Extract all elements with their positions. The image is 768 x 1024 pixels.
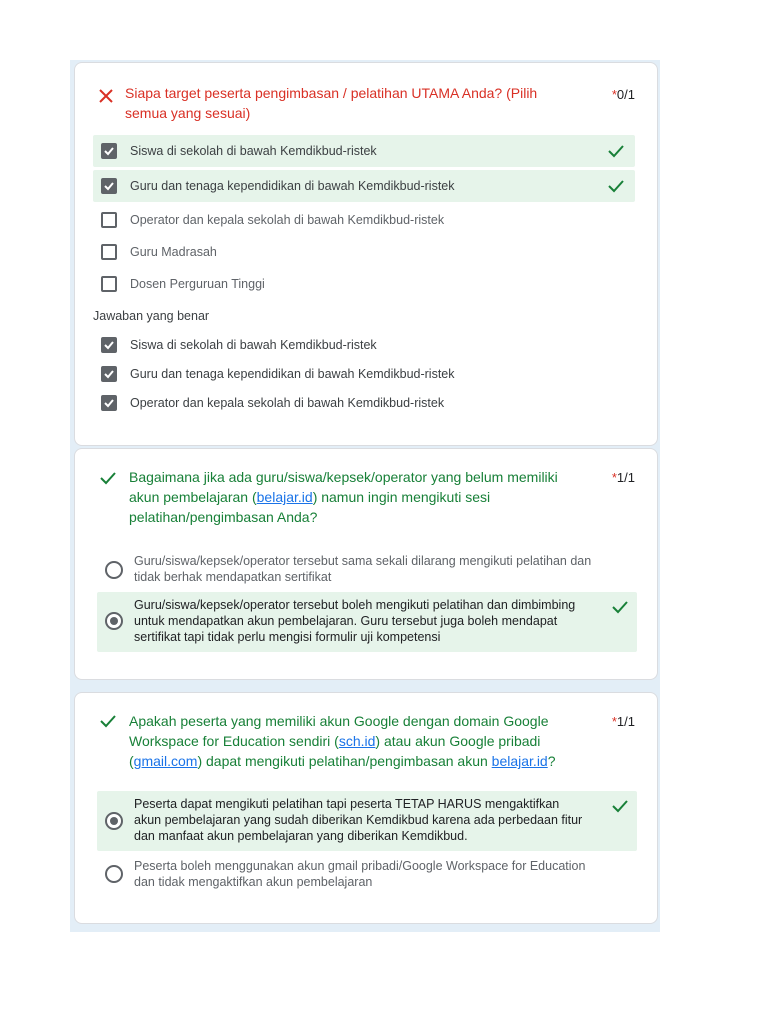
close-icon (97, 87, 115, 105)
option-row[interactable] (93, 135, 635, 167)
option-row-selected[interactable]: Guru/siswa/kepsek/operator tersebut boleh mengikuti pelatihan dan dimbimbing untuk mendapatkan akun pembelajaran. Guru tersebut juga boleh mendapat sertifikat tapi tidak perlu mengisi formulir uji kompetensi (97, 592, 637, 652)
option-row[interactable] (93, 207, 635, 233)
question-title: Siapa target peserta pengimbasan / pelatihan UTAMA Anda? (Pilih semua yang sesuai) (125, 85, 538, 121)
option-label: Guru Madrasah (130, 245, 217, 259)
checkbox-checked[interactable] (101, 143, 117, 159)
question-card-3 (74, 692, 658, 924)
question-title: Bagaimana jika ada guru/siswa/kepsek/operator yang belum memiliki akun pembelajaran (belajar.id) namun ingin mengikuti sesi pelatihan/pengimbasan Anda? (129, 469, 558, 525)
sch-id-link[interactable]: sch.id (338, 733, 376, 749)
check-icon (607, 177, 625, 195)
question-score: *1/1 (611, 714, 635, 729)
checkbox-unchecked[interactable] (101, 244, 117, 260)
check-icon (607, 142, 625, 160)
question-card-2 (74, 448, 658, 680)
checkbox-checked (101, 395, 117, 411)
option-row[interactable]: Guru/siswa/kepsek/operator tersebut sama sekali dilarang mengikuti pelatihan dan tidak berhak mendapatkan sertifikat (97, 551, 637, 587)
option-label: Operator dan kepala sekolah di bawah Kemdikbud-ristek (130, 213, 445, 227)
belajar-id-link[interactable]: belajar.id (256, 489, 313, 505)
correct-answer-row (93, 391, 635, 415)
radio-selected[interactable] (105, 812, 123, 830)
option-label: Dosen Perguruan Tinggi (130, 277, 265, 291)
option-row[interactable] (93, 239, 635, 265)
check-icon (99, 469, 117, 487)
checkbox-checked[interactable] (101, 178, 117, 194)
option-row[interactable]: Peserta boleh menggunakan akun gmail pribadi/Google Workspace for Education dan tidak mengaktifkan akun pembelajaran (97, 857, 637, 893)
radio-unselected[interactable] (105, 865, 123, 883)
check-icon (99, 712, 117, 730)
option-row[interactable] (93, 271, 635, 297)
correct-answer-row (93, 362, 635, 386)
checkbox-unchecked[interactable] (101, 212, 117, 228)
check-icon (611, 598, 629, 616)
correct-answer-row (93, 333, 635, 357)
question-score: *0/1 (611, 87, 635, 102)
gmail-com-link[interactable]: gmail.com (133, 753, 198, 769)
correct-answer-label: Siswa di sekolah di bawah Kemdikbud-ristek (130, 338, 377, 352)
question-card-1 (74, 62, 658, 446)
check-icon (611, 797, 629, 815)
checkbox-checked (101, 366, 117, 382)
option-row[interactable] (93, 170, 635, 202)
correct-answer-label: Guru dan tenaga kependidikan di bawah Kemdikbud-ristek (130, 367, 455, 381)
question-title: Apakah peserta yang memiliki akun Google dengan domain Google Workspace for Education sendiri (sch.id) atau akun Google pribadi (gmail.com) dapat mengikuti pelatihan/pengimbasan akun belajar.id? (129, 713, 556, 769)
option-label: Siswa di sekolah di bawah Kemdikbud-ristek (130, 144, 377, 158)
correct-answers-heading: Jawaban yang benar (93, 309, 210, 323)
option-row-selected[interactable]: Peserta dapat mengikuti pelatihan tapi peserta TETAP HARUS mengaktifkan akun pembelajaran yang sudah diberikan Kemdikbud karena ada perbedaan fitur dan manfaat akun pembelajaran yang diberikan Kemdikbud. (97, 791, 637, 851)
question-score: *1/1 (611, 470, 635, 485)
correct-answer-label: Operator dan kepala sekolah di bawah Kemdikbud-ristek (130, 396, 445, 410)
radio-selected[interactable] (105, 612, 123, 630)
checkbox-unchecked[interactable] (101, 276, 117, 292)
option-label: Guru dan tenaga kependidikan di bawah Kemdikbud-ristek (130, 179, 455, 193)
radio-unselected[interactable] (105, 561, 123, 579)
belajar-id-link[interactable]: belajar.id (491, 753, 548, 769)
checkbox-checked (101, 337, 117, 353)
